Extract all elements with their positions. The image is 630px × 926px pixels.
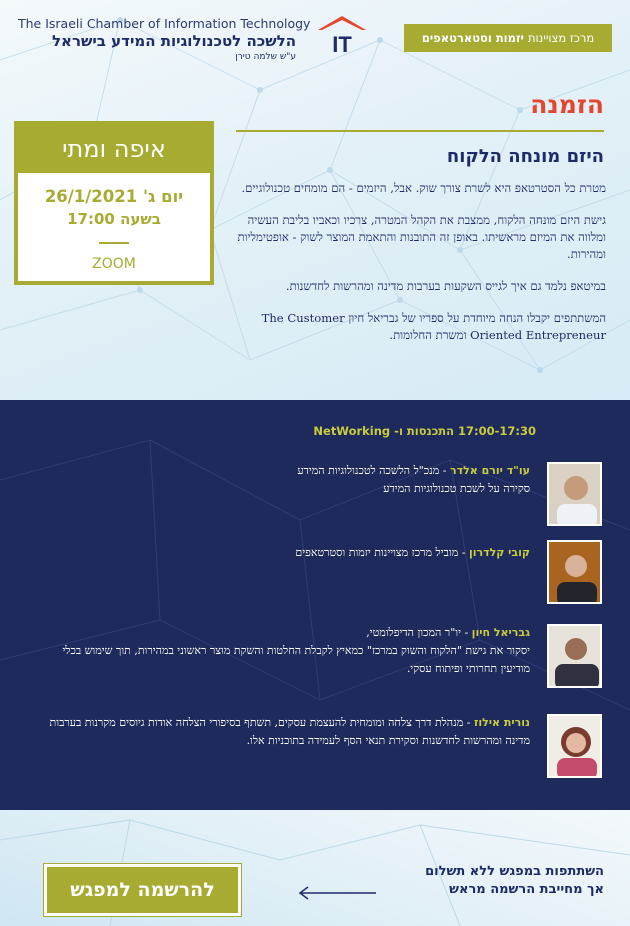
- person-icon: [549, 542, 602, 604]
- footer-section: [0, 810, 630, 926]
- speaker-photo: [547, 714, 602, 778]
- speaker-photo: [547, 624, 602, 688]
- free-participation-note: השתתפות במפגש ללא תשלום: [425, 864, 604, 879]
- register-button[interactable]: להרשמה למפגש: [44, 864, 241, 916]
- category-tag: [404, 24, 612, 52]
- event-time: בשעה 17:00: [67, 210, 161, 228]
- arrow-left-icon: [296, 886, 376, 900]
- speaker-photo: [547, 540, 602, 604]
- title-divider: [236, 130, 604, 132]
- speaker-item: [22, 624, 602, 690]
- person-icon: [549, 626, 602, 688]
- speaker-photo: [547, 462, 602, 526]
- speaker-text: [30, 624, 530, 678]
- person-icon: [549, 716, 602, 778]
- invitation-title: הזמנה: [530, 90, 604, 119]
- divider: [99, 242, 129, 244]
- paragraph: גישת היזם מונחה הלקוח, ממצבת את הקהל המטרה, צרכיו וכאביו בליבת העשיה ומלווה את המיזם מראשיתו. באופן זה התובנות והתאמת המוצר לשוק - אופטימליות ומהירות.: [237, 213, 606, 261]
- speaker-name: גבריאל חיון: [471, 626, 530, 639]
- speaker-name: נורית אילוז: [473, 716, 530, 729]
- speaker-role: - מנכ"ל הלשכה לטכנולוגיות המידע: [297, 464, 450, 477]
- speaker-text: [30, 544, 530, 562]
- speaker-item: [22, 540, 602, 606]
- speaker-role: - מנהלת דרך צלחה ומומחית להעצמת עסקים, תשתף בסיפורי הצלחה אודות גיוסים מקרנות בערבות מדינה ומהרשות לחדשנות וסקירת תנאי הסף לעמידה בתוכניות אלו.: [49, 716, 530, 747]
- invitation-body: [232, 180, 606, 359]
- it-logo-icon: [312, 14, 368, 56]
- tag-part-2: יזמות וסטארטאפים: [421, 31, 524, 45]
- speaker-text: [30, 714, 530, 750]
- paragraph: המשתתפים יקבלו הנחה מיוחדת על ספריו של גבריאל חיון The Customer Oriented Entrepreneur ומשרת החלומות.: [261, 311, 606, 342]
- speaker-role: - מוביל מרכז מצויינות יזמות וסטרטאפים: [295, 546, 469, 559]
- speaker-item: [22, 714, 602, 780]
- org-name-english: The Israeli Chamber of Information Technology: [18, 16, 311, 31]
- event-date: יום ג' 26/1/2021: [44, 187, 184, 206]
- speakers-section: [0, 400, 630, 810]
- registration-required-note: אך מחייבת הרשמה מראש: [449, 882, 604, 897]
- org-subtitle: ע"ש שלמה טירן: [235, 52, 296, 62]
- org-name-hebrew: הלשכה לטכנולוגיות המידע בישראל: [51, 32, 296, 50]
- event-heading: היזם מונחה הלקוח: [446, 146, 604, 167]
- person-icon: [549, 464, 602, 526]
- tag-part-1: מרכז מצויינות: [527, 31, 595, 45]
- speaker-topic: סקירה על לשכת טכנולוגיות המידע: [383, 482, 530, 495]
- speaker-role: - יו"ר המכון הדיפלומטי,: [366, 626, 472, 639]
- it-logo-letters: IT: [332, 32, 352, 56]
- where-when-title: איפה ומתי: [18, 125, 210, 173]
- where-when-box: [14, 121, 214, 285]
- event-platform: ZOOM: [92, 256, 136, 272]
- paragraph: במיטאפ נלמד גם איך לגייס השקעות בערבות מדינה ומהרשות לחדשנות.: [285, 279, 606, 293]
- paragraph: מטרת כל הסטרטאפ היא לשרת צורך שוק. אבל, היזמים - הם מומחים טכנולוגיים.: [241, 181, 606, 195]
- speaker-topic: יסקור את גישת "הלקוח והשוק במרכז" כמאיץ לקבלת החלטות והשקת מוצר ראשוני במהירות, תוך שימוש בכלי מודיעין תחרותי ופיתוח עסקי.: [62, 644, 530, 675]
- speaker-item: [22, 462, 602, 528]
- speaker-name: עו"ד יורם אלדר: [449, 464, 530, 477]
- speaker-text: [30, 462, 530, 498]
- schedule-line: 17:00-17:30 התכנסות ו- NetWorking: [313, 424, 536, 438]
- speaker-name: קובי קלדרון: [468, 546, 530, 559]
- header-section: [0, 0, 630, 400]
